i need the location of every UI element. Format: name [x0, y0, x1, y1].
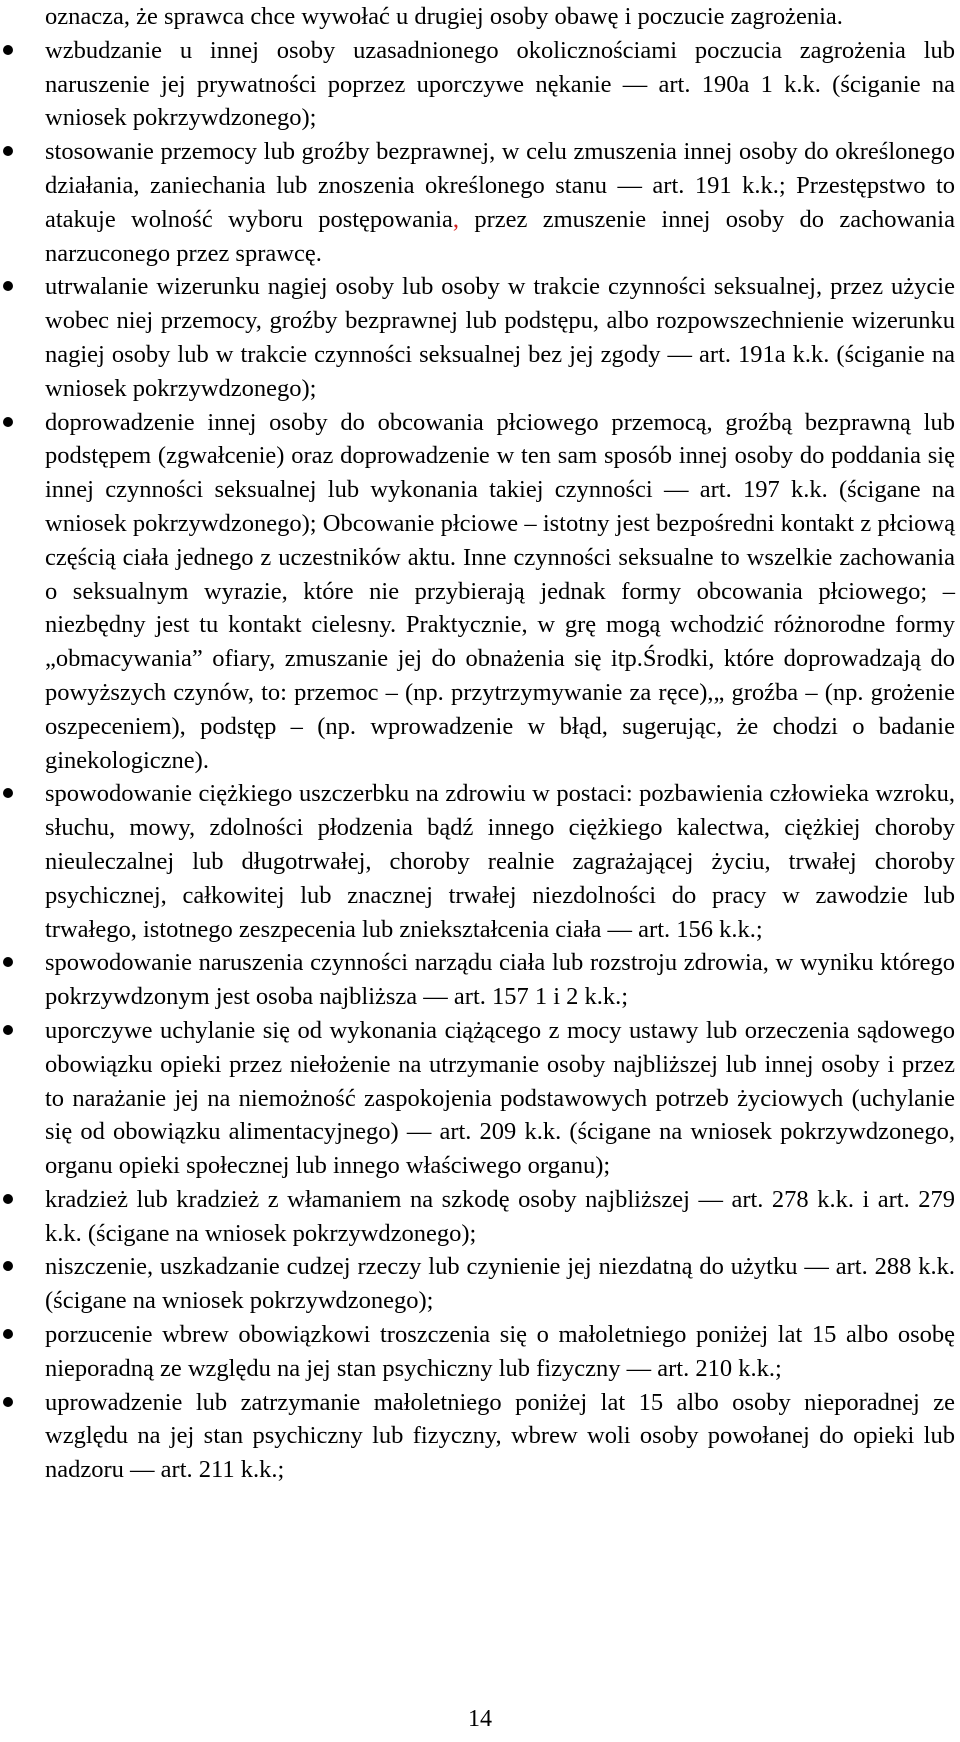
list-item — [45, 135, 955, 270]
list-item — [45, 1250, 955, 1318]
list-item — [45, 1318, 955, 1386]
list-item-text: uporczywe uchylanie się od wykonania ciążącego z mocy ustawy lub orzeczenia sądowego obowiązku opieki przez niełożenie na utrzymanie osoby najbliższej lub innej osoby i przez to narażanie jej na niemożność zaspokojenia podstawowych potrzeb życiowych (uchylanie się od obowiązku alimentacyjnego) — art. 209 k.k. (ścigane na wniosek pokrzywdzonego, organu opieki społecznej lub innego właściwego organu); — [45, 1016, 955, 1180]
bullet-icon — [3, 788, 13, 798]
list-item-text: doprowadzenie innej osoby do obcowania płciowego przemocą, groźbą bezprawną lub podstępem (zgwałcenie) oraz doprowadzenie w ten sam sposób innej osoby do poddania się innej czynności seksualnej lub wykonania takiej czynności — art. 197 k.k. (ścigane na wniosek pokrzywdzonego); Obcowanie płciowe – istotny jest bezpośredni kontakt z płciową częścią ciała jednego z uczestników aktu. Inne czynności seksualne to wszelkie zachowania o seksualnym wyrazie, które nie przybierają jednak formy obcowania płciowego; – niezbędny jest tu kontakt cielesny. Praktycznie, w grę mogą wchodzić różnorodne formy „obmacywania” ofiary, zmuszanie jej do obnażenia się itp.Środki, które doprowadzają do powyższych czynów, to: przemoc – (np. przytrzymywanie za ręce),„ groźba – (np. grożenie oszpeceniem), podstęp – (np. wprowadzenie w błąd, sugerując, że chodzi o badanie ginekologiczne). — [45, 408, 955, 774]
list-item — [45, 946, 955, 1014]
list-item-text: porzucenie wbrew obowiązkowi troszczenia się o małoletniego poniżej lat 15 albo osobę nieporadną ze względu na jej stan psychiczny lub fizyczny — art. 210 k.k.; — [45, 1321, 955, 1382]
page-number: 14 — [468, 1706, 492, 1732]
bullet-icon — [3, 1397, 13, 1407]
bullet-icon — [3, 1261, 13, 1271]
list-item-text-part: stosowanie przemocy lub groźby bezprawnej, w celu zmuszenia innej osoby do określonego działania, zaniechania lub znoszenia określonego stanu — art. 191 k.k.; Przestępstwo to atakuje wolność wyboru postępowania — [45, 138, 955, 233]
list-item-text: uprowadzenie lub zatrzymanie małoletniego poniżej lat 15 albo osoby nieporadnej ze względu na jej stan psychiczny lub fizyczny, wbrew woli osoby powołanej do opieki lub nadzoru — art. 211 k.k.; — [45, 1388, 955, 1484]
list-item-text: kradzież lub kradzież z włamaniem na szkodę osoby najbliższej — art. 278 k.k. i art. 279 k.k. (ścigane na wniosek pokrzywdzonego); — [45, 1185, 955, 1247]
highlighted-comma: , — [452, 205, 460, 233]
list-item — [45, 34, 955, 135]
list-item — [45, 777, 955, 946]
list-item — [45, 1014, 955, 1183]
bullet-icon — [3, 281, 13, 291]
bullet-icon — [3, 417, 13, 427]
bullet-icon — [3, 957, 13, 967]
list-item-text: spowodowanie naruszenia czynności narządu ciała lub rozstroju zdrowia, w wyniku którego pokrzywdzonym jest osoba najbliższa — art. 157 1 i 2 k.k.; — [45, 949, 955, 1011]
list-item — [45, 406, 955, 778]
list-item — [45, 1386, 955, 1487]
list-item-text-part: przez zmuszenie innej osoby do zachowania narzuconego przez sprawcę. — [45, 205, 955, 267]
document-body — [45, 0, 955, 1487]
intro-paragraph: oznacza, że sprawca chce wywołać u drugiej osoby obawę i poczucie zagrożenia. — [45, 3, 843, 30]
list-item-text: spowodowanie ciężkiego uszczerbku na zdrowiu w postaci: pozbawienia człowieka wzroku, słuchu, mowy, zdolności płodzenia bądź innego ciężkiego kalectwa, ciężkiej choroby nieuleczalnej lub długotrwałej, choroby realnie zagrażającej życiu, trwałej choroby psychicznej, całkowitej lub znacznej trwałej niezdolności do pracy w zawodzie lub trwałego, istotnego zeszpecenia lub zniekształcenia ciała — art. 156 k.k.; — [45, 780, 955, 943]
list-item — [45, 1183, 955, 1251]
list-item-text: niszczenie, uszkadzanie cudzej rzeczy lub czynienie jej niezdatną do użytku — art. 288 k.k. (ścigane na wniosek pokrzywdzonego); — [45, 1253, 955, 1315]
bullet-icon — [3, 1025, 13, 1035]
list-item-text — [45, 138, 955, 266]
bullet-icon — [3, 45, 13, 55]
bullet-icon — [3, 146, 13, 156]
list-item — [45, 270, 955, 405]
list-item-text: wzbudzanie u innej osoby uzasadnionego okolicznościami poczucia zagrożenia lub naruszenie jej prywatności poprzez uporczywe nękanie — art. 190a 1 k.k. (ściganie na wniosek pokrzywdzonego); — [45, 36, 955, 132]
bullet-icon — [3, 1194, 13, 1204]
bullet-icon — [3, 1329, 13, 1339]
list-item-text: utrwalanie wizerunku nagiej osoby lub osoby w trakcie czynności seksualnej, przez użycie wobec niej przemocy, groźby bezprawnej lub podstępu, albo rozpowszechnienie wizerunku nagiej osoby lub w trakcie czynności seksualnej bez jej zgody — art. 191a k.k. (ściganie na wniosek pokrzywdzonego); — [45, 273, 955, 402]
